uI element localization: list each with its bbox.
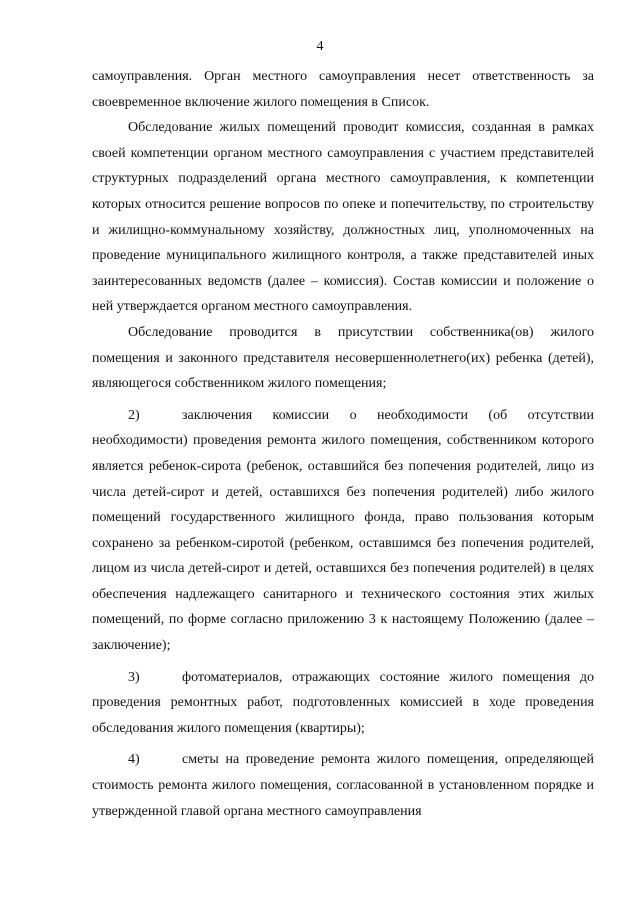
paragraph-text: Обследование проводится в присутствии собственника(ов) жилого помещения и законного представителя несовершеннолетнего(их) ребенка (детей), являющегося собственником жилого помещения; bbox=[92, 324, 594, 392]
list-item-2 bbox=[92, 403, 594, 659]
list-item-marker: 2) bbox=[128, 407, 140, 423]
list-item-text: фотоматериалов, отражающих состояние жилого помещения до проведения ремонтных работ, подготовленных комиссией в ходе проведения обследования жилого помещения (квартиры); bbox=[92, 669, 594, 736]
list-item-4 bbox=[92, 747, 594, 824]
paragraph-3 bbox=[92, 320, 594, 397]
paragraph-text: самоуправления. Орган местного самоуправления несет ответственность за своевременное включение жилого помещения в Список. bbox=[92, 69, 594, 110]
paragraph-text: Обследование жилых помещений проводит комиссия, созданная в рамках своей компетенции органом местного самоуправления с участием представителей структурных подразделений органа местного самоуправления, к компетенции которых относится решение вопросов по опеке и попечительству, по строительству и жилищно-коммунальному хозяйству, должностных лиц, уполномоченных на проведение муниципального жилищного контроля, а также представителей иных заинтересованных ведомств (далее – комиссия). Состав комиссии и положение о ней утверждается органом местного самоуправления. bbox=[92, 120, 594, 315]
list-item-marker: 4) bbox=[128, 752, 140, 768]
list-item-marker: 3) bbox=[128, 669, 140, 685]
list-item-text: сметы на проведение ремонта жилого помещения, определяющей стоимость ремонта жилого помещения, согласованной в установленном порядке и утвержденной главой органа местного самоуправления bbox=[92, 752, 594, 819]
page-number: 4 bbox=[316, 39, 324, 54]
list-item-text: заключения комиссии о необходимости (об отсутствии необходимости) проведения ремонта жилого помещения, собственником которого является ребенок-сирота (ребенок, оставшийся без попечения родителей, лицо из числа детей-сирот и детей, оставшихся без попечения родителей) либо жилого помещений государственного жилищного фонда, право пользования которым сохранено за ребенком-сиротой (ребенком, оставшимся без попечения родителей, лицом из числа детей-сирот и детей, оставшихся без попечения родителей) в целях обеспечения надлежащего санитарного и технического состояния этих жилых помещений, по форме согласно приложению 3 к настоящему Положению (далее – заключение); bbox=[92, 407, 594, 654]
list-item-3 bbox=[92, 665, 594, 742]
paragraph-1 bbox=[92, 64, 594, 115]
document-body bbox=[92, 64, 594, 824]
paragraph-2 bbox=[92, 115, 594, 320]
